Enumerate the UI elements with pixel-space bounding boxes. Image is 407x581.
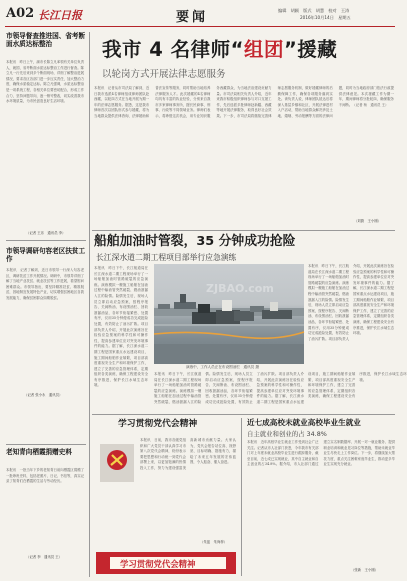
- harbor-photo: [154, 264, 304, 364]
- column-divider: [89, 32, 90, 577]
- employment-headline: 近七成高校未就业高校毕业生就业: [247, 418, 361, 427]
- study-banner: [96, 552, 236, 574]
- left-column: [6, 32, 86, 577]
- side-divider-1: [6, 240, 86, 241]
- study-box: [92, 418, 238, 576]
- side-body-3: 本报讯 一批当年下乡的老知青日前向栖霞区捐赠了一批珍贵史料，包括老照片、日记、书信等，真实记录了知青们在栖霞的生活与劳动经历。: [6, 468, 84, 484]
- study-headline: 学习贯彻党代会精神: [118, 419, 198, 429]
- boat-body-bottom: 本报讯 昨日下午，长江航道局在长江深水道二期工程现场举行了一场船舶加油时管路破裂的应急演练。演练模拟一艘施工船舶在加油过程中输油管突然破裂、燃油泄漏入江的险情。险情发生后，现场人员立即启动应急预案，按程序报告、关阀断油、布设围油栏、回收泄漏油品，各环节衔接紧密、处置有序，仅用35分钟便成功完成抢险处置，有效防止了油污扩散。项目部负责人介绍，开展此次演练旨在检验应急预案的科学性和可操作性，提高参建单位应对突发环境事件的能力。据了解，长江深水道二期工程是国家重点水运建设项目，施工期间船舶作业频繁，项目部高度重视安全生产和环境保护工作，建立了完善的应急管理体系，定期组织各类演练，确保工程建设安全有序推进，保护长江水域生态环境。: [154, 372, 407, 404]
- boat-body-left: 本报讯 昨日下午，长江航道局在长江深水道二期工程现场举行了一场船舶加油时管路破裂的应急演练。演练模拟一艘施工船舶在加油过程中输油管突然破裂、燃油泄漏入江的险情。险情发生后，现场人员立即启动应急预案，按程序报告、关阀断油、布设围油栏、回收泄漏油品，各环节衔接紧密、处置有序，仅用35分钟便成功完成抢险处置，有效防止了油污扩散。项目部负责人介绍，开展此次演练旨在检验应急预案的科学性和可操作性，提高参建单位应对突发环境事件的能力。据了解，长江深水道二期工程是国家重点水运建设项目，施工期间船舶作业频繁，项目部高度重视安全生产和环境保护工作，建立了完善的应急管理体系，定期组织各类演练，确保工程建设安全有序推进，保护长江水域生态环境。: [94, 266, 148, 388]
- lead-headline-pre: 我市 4 名律师“: [102, 38, 244, 61]
- lead-headline-post: ”援藏: [283, 38, 338, 61]
- lead-body: 本报讯 记者从市司法局了解到，近日我市选派4名律师组成律师团队赴西藏，以轮岗方式在当地开展为期一年的法律志愿服务。据悉，这是我市律师首次以团队形式参与援藏，将为当地群众提供法律咨询、法律援助和普法宣传等服务，同时帮助当地培养法律服务人才。此次援藏的4名律师均具有丰富的执业经验，分别来自我市多家律师事务所，擅长民商事、刑事、行政等不同领域业务。律师们表示，将珍惜这次机会，用专业知识服务西藏群众，为当地法治建设贡献力量。市司法局相关负责人介绍，近年来我市积极组织律师参与对口支援工作，先后选派多批律师赴新疆、西藏等地开展法律服务，取得良好社会效果。下一步，市司法局将继续完善律师志愿服务机制，做好援藏律师的后勤保障工作，确保各项服务落到实处。该负责人说，律师团队抵达后将深入基层乡镇和社区，开展法律进村入户活动，帮助当地群众解决涉及土地、婚姻、劳动报酬等方面的法律问题，同时为当地政府部门依法行政提供法律意见。本次援藏工作为期一年，期间律师将分批轮岗，确保服务不间断。（记者 杨 通讯员 王）: [94, 86, 394, 118]
- paper-logo: 长江日报: [38, 9, 82, 22]
- study-byline: （朱蓝 朱尚梓）: [200, 540, 228, 544]
- employment-body: 本报讯 近年高校毕业生就业工作受到社会广泛关注。记者从市人社部门获悉，今年我市有关部门对上年度未就业高校毕业生进行跟踪服务，截至目前，近七成已实现就业，其中自主就业和自主创业的占34.8%。据介绍，市人社部门通过建立实名制数据库、开展一对一就业服务、提供职业培训和就业见习岗位等措施，帮助未就业毕业生尽快走上工作岗位。下一步，将继续加大帮扶力度，重点关注困难家庭毕业生，推动更多毕业生实现充分就业。: [247, 440, 395, 467]
- side-byline-1: （记者 王乐 通讯员 李）: [26, 231, 66, 235]
- lead-story: [92, 30, 396, 228]
- section-title: 要闻: [176, 10, 209, 25]
- side-body-1: 本报讯 昨日上午，副市长陈立凡率领有关单位负责人，就国、省考断面水质达标整治工作进行督查。陈立凡一行先后来到多个断面现场，详细了解整治进展情况，要求各区各部门进一步压实责任，加大整治力度，确保水质稳定达标。陈立凡强调，水质达标整治是一项系统工程，各相关单位要密切配合，形成工作合力，坚持问题导向，逐一销号整改，切实改善我市水环境质量，为市民创造良好生活环境。: [6, 60, 84, 104]
- employment-story: [245, 418, 396, 576]
- photo-watermark: ZJBAO.com: [206, 282, 274, 295]
- lead-byline: （刘蔚 王小刚）: [354, 219, 382, 223]
- photo-caption: 演练中，工作人员正在布设围油栏 通讯员 摄: [186, 365, 260, 369]
- masthead-rule: [5, 26, 395, 27]
- page-code: A02: [6, 6, 35, 21]
- lead-subhead: 以轮岗方式开展法律志愿服务: [102, 69, 226, 80]
- side-headline-2: 市领导调研句容老区扶贫工作: [6, 247, 86, 264]
- employment-subhead: 自主就业和创业的占 34.8%: [247, 430, 327, 438]
- lead-headline-highlight: 组团: [243, 38, 284, 61]
- harbor-photo-art: [154, 264, 304, 364]
- employment-byline: （张新 王小刚）: [351, 568, 379, 572]
- side-headline-1: 市领导督查推进国、省考断面水质达标整治: [6, 32, 86, 49]
- side-byline-2: （记者 张小永 通讯员）: [24, 393, 63, 397]
- study-banner-text: 学习贯彻党代会精神: [120, 559, 196, 569]
- study-body: 本报讯 日前，我市各级党组织和广大党员干部认真学习市第八次党代会精神，纷纷表示要把思想和行动统一到党代会部署上来，以更加饱满的热情投入工作，努力为建设强富美高新城市贡献力量。大家认为，党代会报告站位高、视野宽、目标明确、措施有力，描绘了未来五年发展的宏伟蓝图，令人振奋、催人奋进。: [140, 438, 236, 470]
- party-emblem-icon: [98, 440, 136, 484]
- boat-bottom-rule: [92, 414, 395, 415]
- lead-headline: [102, 38, 337, 62]
- lead-bottom-rule: [92, 230, 395, 231]
- boat-headline: 船舶加油时管裂，35 分钟成功抢险: [94, 234, 296, 249]
- boat-story: [92, 232, 407, 412]
- boat-body-right: 本报讯 昨日下午，长江航道局在长江深水道二期工程现场举行了一场船舶加油时管路破裂的应急演练。演练模拟一艘施工船舶在加油过程中输油管突然破裂、燃油泄漏入江的险情。险情发生后，现场人员立即启动应急预案，按程序报告、关阀断油、布设围油栏、回收泄漏油品，各环节衔接紧密、处置有序，仅用35分钟便成功完成抢险处置，有效防止了油污扩散。项目部负责人介绍，开展此次演练旨在检验应急预案的科学性和可操作性，提高参建单位应对突发环境事件的能力。据了解，长江深水道二期工程是国家重点水运建设项目，施工期间船舶作业频繁，项目部高度重视安全生产和环境保护工作，建立了完善的应急管理体系，定期组织各类演练，确保工程建设安全有序推进，保护长江水域生态环境。: [308, 264, 394, 341]
- masthead: [0, 0, 400, 30]
- bottom-column-divider: [241, 418, 242, 576]
- side-byline-3: （记者 李 通讯员 王）: [26, 555, 63, 559]
- side-divider-2: [6, 444, 86, 445]
- side-headline-3: 老知青向栖霞捐赠史料: [6, 448, 72, 456]
- staff-credits: 编辑 胡颖 版式 胡慧 校对 王涛: [278, 8, 350, 13]
- boat-subhead: 长江深水道二期工程项目部举行应急演练: [96, 253, 237, 262]
- issue-date: 2016年10月14日 星期五: [300, 15, 351, 20]
- side-body-2: 本报讯 记者了解到，近日市领导一行深入句容老区，调研扶贫工作开展情况。调研中，市领导详细了解了当地产业扶贫、就业扶贫等工作进展，看望慰问困难群众。市领导指出，要坚持精准扶贫、精准脱贫，因地制宜发展特色产业，切实增强贫困地区自我发展能力，确保贫困群众如期脱贫。: [6, 268, 84, 300]
